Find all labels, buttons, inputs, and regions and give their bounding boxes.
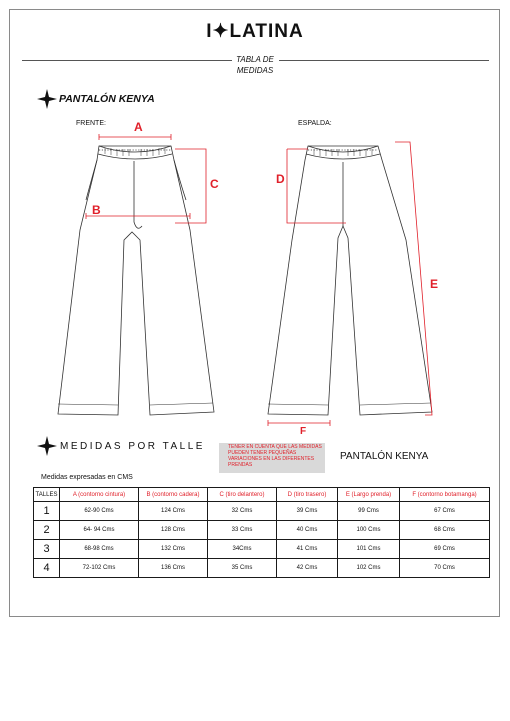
table-cell: 35 Cms	[208, 559, 277, 578]
table-cell: 70 Cms	[400, 559, 490, 578]
table-cell: 40 Cms	[277, 521, 338, 540]
table-row	[34, 521, 490, 540]
sizes-heading: MEDIDAS POR TALLE	[60, 441, 205, 452]
header-b: B (contorno cadera)	[139, 488, 208, 502]
table-cell: 101 Cms	[338, 540, 400, 559]
size-chart-table	[33, 487, 490, 578]
table-cell: 128 Cms	[139, 521, 208, 540]
measure-a-line	[99, 134, 171, 140]
dimension-c-label: C	[210, 177, 219, 191]
product-name: PANTALÓN KENYA	[340, 451, 429, 462]
dimension-a-label: A	[134, 120, 143, 134]
header-f: F (contorno botamanga)	[400, 488, 490, 502]
back-view-label: ESPALDA:	[298, 120, 332, 127]
header-a: A (contorno cintura)	[60, 488, 139, 502]
units-note: Medidas expresadas en CMS	[41, 474, 133, 481]
garment-heading: PANTALÓN KENYA	[59, 93, 155, 105]
header-d: D (tiro trasero)	[277, 488, 338, 502]
table-cell: 102 Cms	[338, 559, 400, 578]
table-cell: 33 Cms	[208, 521, 277, 540]
table-row	[34, 502, 490, 521]
size-cell: 2	[34, 521, 60, 540]
variation-note: TENER EN CUENTA QUE LAS MEDIDAS PUEDEN TENER PEQUEÑAS VARIACIONES EN LAS DIFERENTES PRENDAS	[228, 444, 322, 468]
header-talles: TALLES	[34, 488, 60, 502]
size-cell: 1	[34, 502, 60, 521]
size-cell: 4	[34, 559, 60, 578]
table-cell: 124 Cms	[139, 502, 208, 521]
star-icon	[37, 436, 57, 456]
table-cell: 69 Cms	[400, 540, 490, 559]
dimension-e-label: E	[430, 277, 439, 291]
table-cell: 132 Cms	[139, 540, 208, 559]
table-cell: 32 Cms	[208, 502, 277, 521]
table-cell: 68-98 Cms	[60, 540, 139, 559]
table-cell: 72-102 Cms	[60, 559, 139, 578]
measure-b-line	[86, 213, 190, 219]
dimension-d-label: D	[276, 172, 285, 186]
table-cell: 68 Cms	[400, 521, 490, 540]
table-cell: 41 Cms	[277, 540, 338, 559]
table-row	[34, 540, 490, 559]
table-cell: 39 Cms	[277, 502, 338, 521]
table-cell: 136 Cms	[139, 559, 208, 578]
table-cell: 64- 94 Cms	[60, 521, 139, 540]
table-header-row	[34, 488, 490, 502]
front-view-label: FRENTE:	[76, 120, 106, 127]
table-cell: 99 Cms	[338, 502, 400, 521]
measure-f-line	[268, 420, 330, 426]
measure-d-line	[287, 149, 346, 223]
header-c: C (tiro delantero)	[208, 488, 277, 502]
table-cell: 42 Cms	[277, 559, 338, 578]
back-pants-outline	[268, 146, 432, 415]
table-cell: 100 Cms	[338, 521, 400, 540]
table-cell: 67 Cms	[400, 502, 490, 521]
size-cell: 3	[34, 540, 60, 559]
header-e: E (Largo prenda)	[338, 488, 400, 502]
front-pants-outline	[58, 146, 214, 415]
table-row	[34, 559, 490, 578]
dimension-f-label: F	[300, 426, 307, 437]
dimension-b-label: B	[92, 203, 101, 217]
table-cell: 34Cms	[208, 540, 277, 559]
page-subtitle: TABLA DE MEDIDAS	[236, 55, 274, 75]
brand-logo: I✦LATINA	[206, 21, 304, 42]
table-cell: 62-90 Cms	[60, 502, 139, 521]
